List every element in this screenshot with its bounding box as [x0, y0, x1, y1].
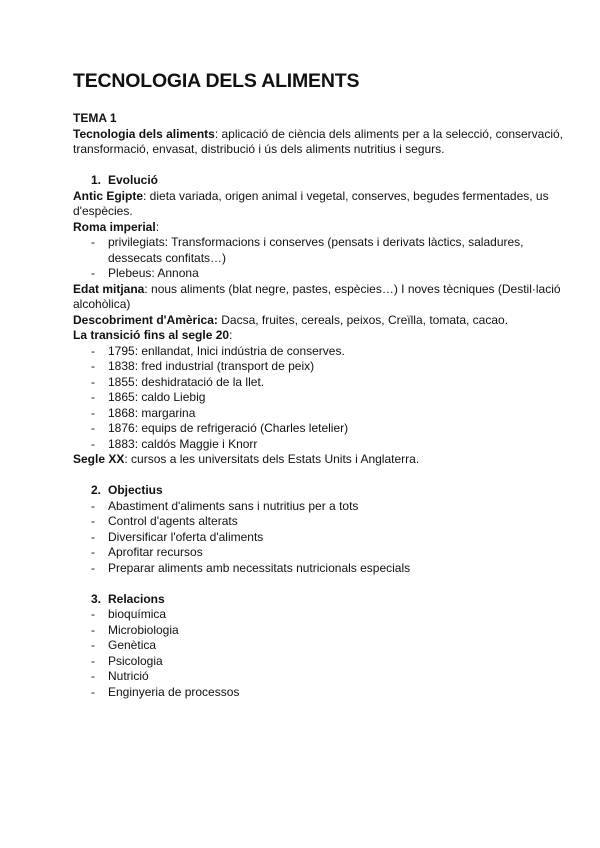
document-body: [73, 111, 578, 700]
list-item: - 1838: fred industrial (transport de peix): [73, 359, 578, 375]
transicio-paragraph: La transició fins al segle 20:: [73, 328, 233, 342]
list-item: - 1855: deshidratació de la llet.: [73, 375, 578, 391]
list-item: - 1868: margarina: [73, 406, 578, 422]
document-title: TECNOLOGIA DELS ALIMENTS: [73, 70, 360, 92]
list-item: - Diversificar l'oferta d'aliments: [73, 530, 578, 546]
list-item: - Nutrició: [73, 669, 578, 685]
edat-mitjana-paragraph: Edat mitjana: nous aliments (blat negre, pastes, espècies…) I noves tècniques (Destil·lació alcohòlica): [73, 281, 561, 311]
list-item: - bioquímica: [73, 607, 578, 623]
tema-label: TEMA 1: [73, 111, 117, 125]
list-item: - Psicologia: [73, 654, 578, 670]
section-heading-evolucio: 1. Evolució: [91, 173, 159, 187]
list-item: - Enginyeria de processos: [73, 685, 578, 701]
antic-egipte-paragraph: Antic Egipte: dieta variada, origen animal i vegetal, conserves, begudes fermentades, us d'espècies.: [73, 188, 549, 218]
list-item: - 1865: caldo Liebig: [73, 390, 578, 406]
list-item: - Preparar aliments amb necessitats nutricionals especials: [73, 561, 578, 577]
list-item: - Aprofitar recursos: [73, 545, 578, 561]
roma-paragraph: Roma imperial:: [73, 219, 160, 234]
list-item: - 1876: equips de refrigeració (Charles letelier): [73, 421, 578, 437]
list-item: - Genètica: [73, 638, 578, 654]
section-heading-relacions: 3. Relacions: [91, 591, 165, 606]
transicio-list: [73, 344, 578, 453]
list-item: - privilegiats: Transformacions i conserves (pensats i derivats làctics, saladures, dessecats confitats…): [73, 235, 578, 266]
list-item: - Control d'agents alterats: [73, 514, 578, 530]
list-item: - Abastiment d'aliments sans i nutritius per a tots: [73, 499, 578, 515]
intro-term: Tecnologia dels aliments: [73, 126, 215, 141]
relacions-list: [73, 607, 578, 700]
list-item: - Plebeus: Annona: [73, 266, 578, 282]
segle-xx-paragraph: Segle XX: cursos a les universitats dels Estats Units i Anglaterra.: [73, 452, 420, 466]
list-item: - 1883: caldós Maggie i Knorr: [73, 437, 578, 453]
descobriment-paragraph: Descobriment d'Amèrica: Dacsa, fruites, cereals, peixos, Creïlla, tomata, cacao.: [73, 312, 509, 327]
roma-list: [73, 235, 578, 282]
section-heading-objectius: 2. Objectius: [91, 483, 163, 497]
objectius-list: [73, 499, 578, 577]
list-item: - 1795: enllandat, Inici indústria de conserves.: [73, 344, 578, 360]
intro-paragraph: [73, 127, 578, 158]
list-item: - Microbiologia: [73, 623, 578, 639]
intro-text: : aplicació de ciència dels aliments per a la selecció, conservació, transformació, envasat, distribució i ús dels aliments nutritius i segurs.: [73, 126, 564, 156]
